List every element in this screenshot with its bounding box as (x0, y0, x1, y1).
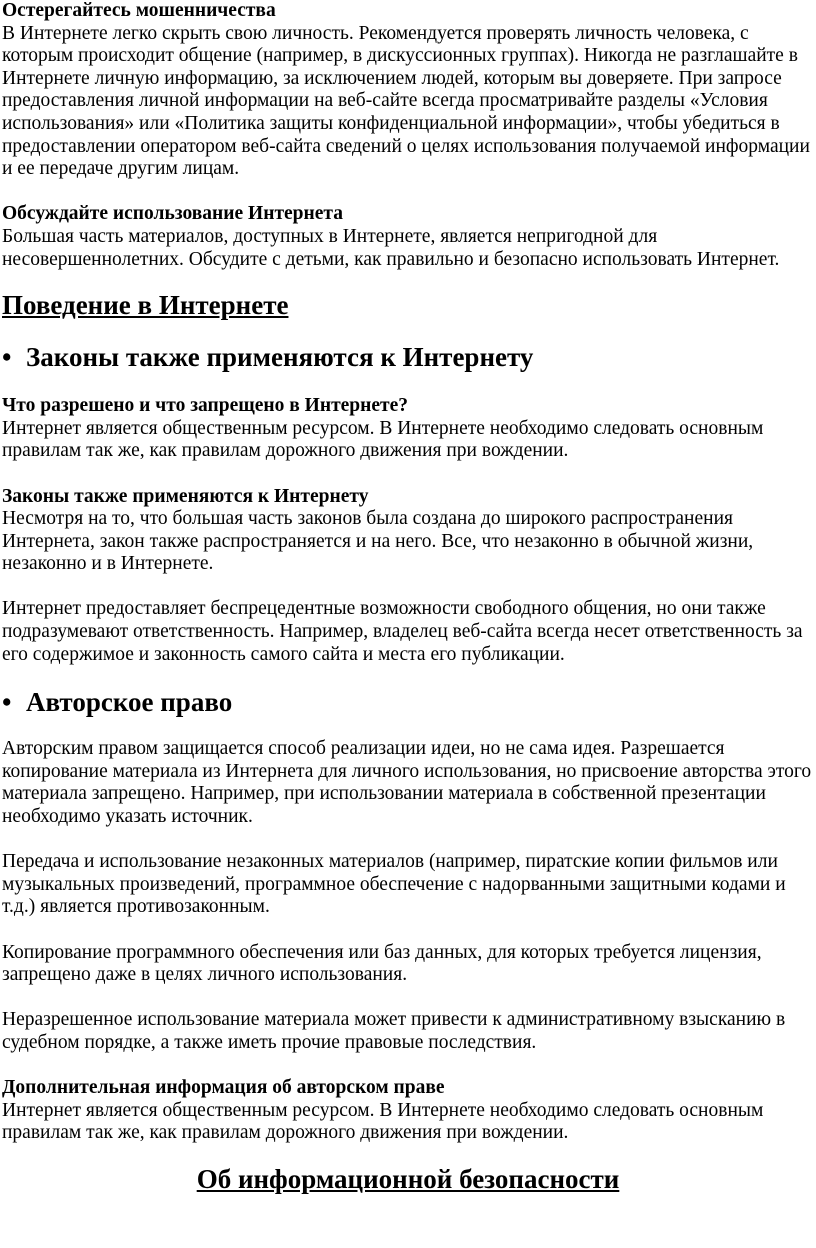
paragraph-software-copying: Копирование программного обеспечения или баз данных, для которых требуется лицензия, запрещено даже в целях личного использования. (2, 941, 762, 986)
heading-online-behavior: Поведение в Интернете (2, 290, 289, 321)
paragraph-copyright-info: Интернет является общественным ресурсом. В Интернете необходимо следовать основным правилам так же, как правилам дорожного движения при вождении. (2, 1099, 764, 1144)
paragraph-copyright-idea: Авторским правом защищается способ реализации идеи, но не сама идея. Разрешается копирование материала из Интернета для личного использования, но присвоение авторства этого материала запрещено. Например, при использовании материала в собственной презентации необходимо указать источник. (2, 738, 812, 828)
paragraph-discuss: Большая часть материалов, доступных в Интернете, является непригодной для несовершеннолетних. Обсудите с детьми, как правильно и безопасно использовать Интернет. (2, 225, 780, 270)
section-title-discuss: Обсуждайте использование Интернета (2, 203, 343, 225)
spacer (2, 181, 814, 204)
spacer (2, 463, 814, 486)
paragraph-consequences: Неразрешенное использование материала может привести к административному взысканию в судебном порядке, а также иметь прочие правовые последствия. (2, 1009, 786, 1053)
spacer (2, 829, 814, 852)
section-title-copyright-info: Дополнительная информация об авторском праве (2, 1077, 445, 1099)
paragraph-allowed: Интернет является общественным ресурсом. В Интернете необходимо следовать основным правилам так же, как правилам дорожного движения при вождении. (2, 417, 764, 462)
bullet-heading-laws-text: Законы также применяются к Интернету (26, 342, 534, 373)
bullet-heading-copyright-text: Авторское право (26, 687, 233, 718)
bullet-marker: • (2, 687, 12, 718)
spacer (2, 1055, 814, 1078)
spacer (2, 919, 814, 942)
spacer (2, 987, 814, 1010)
bullet-marker: • (2, 342, 12, 373)
section-title-allowed: Что разрешено и что запрещено в Интернете? (2, 395, 409, 417)
spacer (2, 576, 814, 599)
bullet-heading-laws (2, 341, 814, 373)
paragraph-fraud: В Интернете легко скрыть свою личность. Рекомендуется проверять личность человека, с которым происходит общение (например, в дискуссионных группах). Никогда не разглашайте в Интернете личную информацию, за исключением людей, которым вы доверяете. При запросе предоставления личной информации на веб-сайте всегда просматривайте разделы «Условия использования» или «Политика защиты конфиденциальной информации», чтобы убедиться в предоставлении оператором веб-сайта сведений о целях использования получаемой информации и ее передаче другим лицам. (2, 22, 810, 180)
paragraph-illegal-materials: Передача и использование незаконных материалов (например, пиратские копии фильмов или музыкальных произведений, программное обеспечение с надорванными защитными кодами и т.д.) является противозаконным. (2, 851, 786, 918)
heading-information-security: Об информационной безопасности (196, 1163, 620, 1194)
section-title-laws: Законы также применяются к Интернету (2, 485, 369, 507)
bullet-heading-copyright (2, 686, 814, 718)
paragraph-laws: Несмотря на то, что большая часть законов была создана до широкого распространения Интернета, закон также распространяется и на него. Все, что незаконно в обычной жизни, незаконно и в Интернете. (2, 508, 754, 575)
paragraph-responsibility: Интернет предоставляет беспрецедентные возможности свободного общения, но они также подразумевают ответственность. Например, владелец веб-сайта всегда несет ответственность за его содержимое и законность самого сайта и места его публикации. (2, 598, 803, 665)
section-title-fraud: Остерегайтесь мошенничества (2, 0, 276, 21)
